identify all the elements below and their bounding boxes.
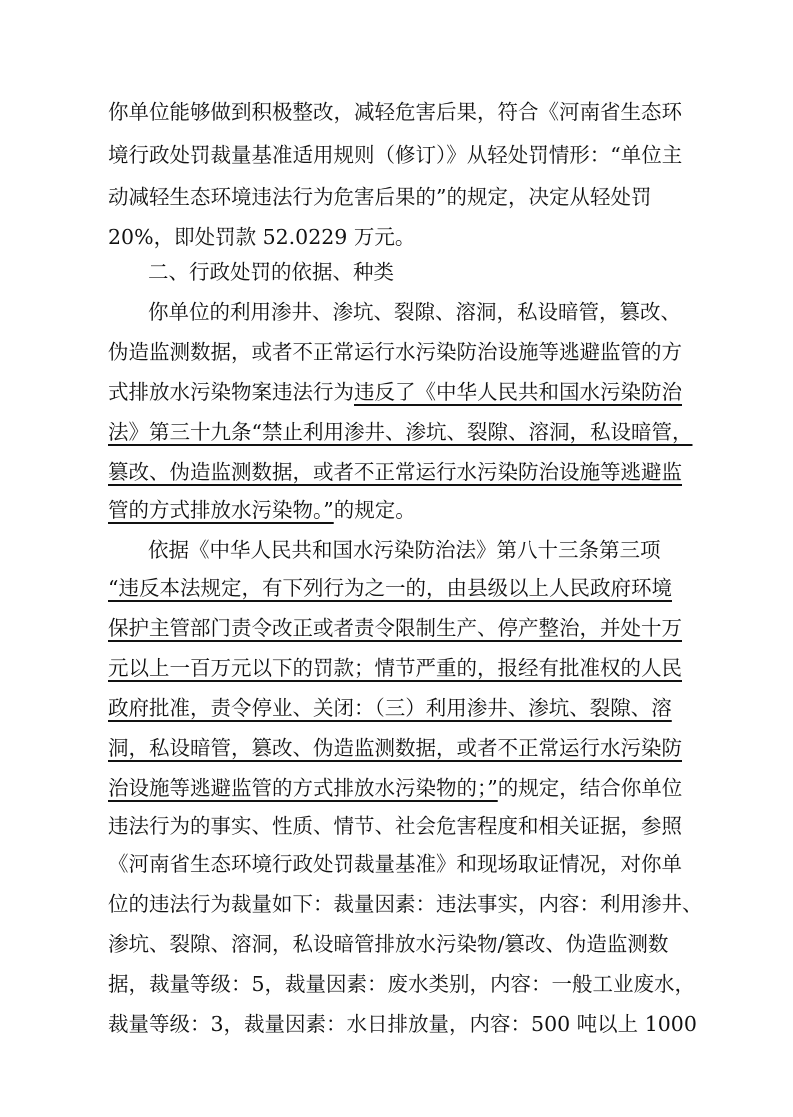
underlined-segment: 违反了《中华人民共和国水污染防治 — [354, 380, 682, 404]
text-line-6: 你单位的利用渗井、渗坑、裂隙、溶洞，私设暗管，篡改、 — [148, 300, 681, 324]
underlined-segment: 管的方式排放水污染物。” — [108, 498, 334, 522]
text-line-1: 你单位能够做到积极整改，减轻危害后果，符合《河南省生态环 — [108, 100, 682, 124]
text-line-9 — [108, 416, 708, 448]
text-line-7: 伪造监测数据，或者不正常运行水污染防治设施等逃避监管的方 — [108, 340, 682, 364]
text-line-11 — [108, 494, 708, 526]
plain-segment: 的规定，结合你单位 — [497, 776, 683, 800]
text-line-22: 渗坑、裂隙、溶洞，私设暗管排放水污染物/篡改、伪造监测数 — [108, 932, 669, 956]
text-line-8 — [108, 376, 708, 408]
text-line-4: 20%，即处罚款 52.0229 万元。 — [108, 225, 416, 249]
underlined-segment: “违反本法规定，有下列行为之一的，由县级以上人民政府环境 — [108, 576, 672, 600]
text-line-14 — [108, 612, 708, 644]
underlined-segment: 洞，私设暗管，篡改、伪造监测数据，或者不正常运行水污染防 — [108, 736, 682, 760]
section-heading: 二、行政处罚的依据、种类 — [148, 260, 394, 284]
text-line-3: 动减轻生态环境违法行为危害后果的”的规定，决定从轻处罚 — [108, 185, 652, 209]
plain-segment: 的规定。 — [333, 498, 416, 522]
text-line-23: 据，裁量等级：5，裁量因素：废水类别，内容：一般工业废水， — [108, 972, 696, 996]
text-line-21: 位的违法行为裁量如下：裁量因素：违法事实，内容：利用渗井、 — [108, 892, 703, 916]
underlined-segment: 法》第三十九条“禁止利用渗井、渗坑、裂隙、溶洞，私设暗管， — [108, 420, 693, 444]
text-line-20: 《河南省生态环境行政处罚裁量基准》和现场取证情况，对你单 — [108, 852, 682, 876]
underlined-segment: 保护主管部门责令改正或者责令限制生产、停产整治，并处十万 — [108, 616, 682, 640]
underlined-segment: 治设施等逃避监管的方式排放水污染物的；” — [108, 776, 498, 800]
text-line-16 — [108, 692, 708, 724]
underlined-segment: 政府批准，责令停业、关闭：（三）利用渗井、渗坑、裂隙、溶 — [108, 696, 672, 720]
plain-segment: 式排放水污染物案违法行为 — [108, 380, 354, 404]
underlined-segment: 篡改、伪造监测数据，或者不正常运行水污染防治设施等逃避监 — [108, 460, 682, 484]
text-line-10 — [108, 456, 708, 488]
text-line-18 — [108, 772, 708, 804]
text-line-12: 依据《中华人民共和国水污染防治法》第八十三条第三项 — [148, 538, 661, 562]
text-line-17 — [108, 732, 708, 764]
text-line-15 — [108, 652, 708, 684]
text-line-19: 违法行为的事实、性质、情节、社会危害程度和相关证据，参照 — [108, 814, 682, 838]
text-line-2: 境行政处罚裁量基准适用规则（修订）》从轻处罚情形：“单位主 — [108, 143, 683, 167]
text-line-24: 裁量等级：3，裁量因素：水日排放量，内容：500 吨以上 1000 — [108, 1012, 697, 1036]
text-line-13 — [108, 572, 708, 604]
underlined-segment: 元以上一百万元以下的罚款；情节严重的，报经有批准权的人民 — [108, 656, 682, 680]
